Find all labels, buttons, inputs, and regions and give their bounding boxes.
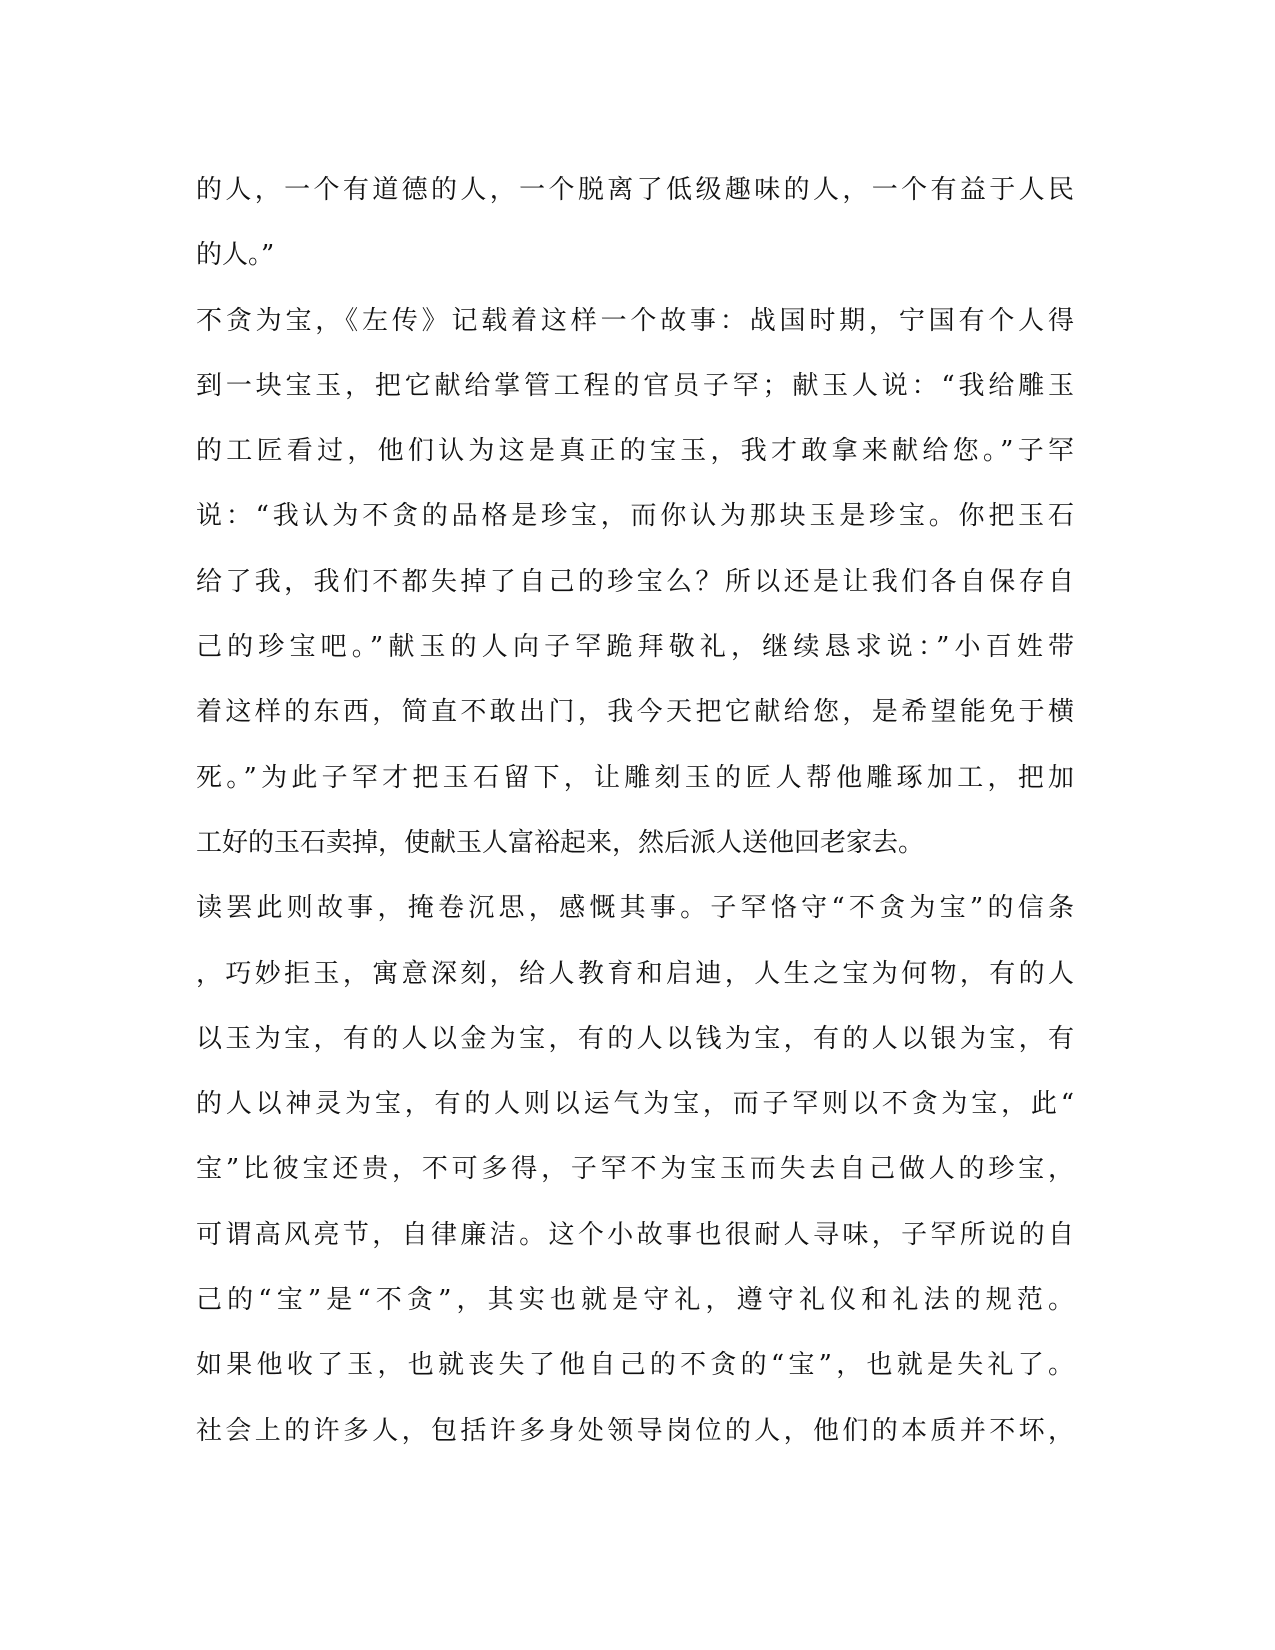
text-line: 到一块宝玉，把它献给掌管工程的官员子罕；献玉人说：“我给雕玉 <box>196 370 1074 401</box>
text-line: 读罢此则故事，掩卷沉思，感慨其事。子罕恪守“不贪为宝”的信条 <box>196 893 1074 924</box>
text-line: 己的“宝”是“不贪”，其实也就是守礼，遵守礼仪和礼法的规范。 <box>196 1285 1074 1316</box>
text-line: 死。”为此子罕才把玉石留下，让雕刻玉的匠人帮他雕琢加工，把加 <box>196 762 1074 793</box>
text-line: 宝”比彼宝还贵，不可多得，子罕不为宝玉而失去自己做人的珍宝， <box>196 1154 1074 1185</box>
text-line: 的人以神灵为宝，有的人则以运气为宝，而子罕则以不贪为宝，此“ <box>196 1089 1074 1120</box>
text-line: ，巧妙拒玉，寓意深刻，给人教育和启迪，人生之宝为何物，有的人 <box>196 958 1074 989</box>
text-line: 可谓高风亮节，自律廉洁。这个小故事也很耐人寻味，子罕所说的自 <box>196 1219 1074 1250</box>
body-text <box>196 158 1074 1464</box>
text-line: 说：“我认为不贪的品格是珍宝，而你认为那块玉是珍宝。你把玉石 <box>196 501 1074 532</box>
text-line: 的人，一个有道德的人，一个脱离了低级趣味的人，一个有益于人民 <box>196 175 1074 205</box>
text-line: 如果他收了玉，也就丧失了他自己的不贪的“宝”，也就是失礼了。 <box>196 1350 1074 1381</box>
text-line: 的人。” <box>196 240 275 271</box>
text-line: 着这样的东西，简直不敢出门，我今天把它献给您，是希望能免于横 <box>196 697 1074 728</box>
text-line: 给了我，我们不都失掉了自己的珍宝么？所以还是让我们各自保存自 <box>196 566 1074 597</box>
text-line: 的工匠看过，他们认为这是真正的宝玉，我才敢拿来献给您。”子罕 <box>196 436 1074 467</box>
text-line: 以玉为宝，有的人以金为宝，有的人以钱为宝，有的人以银为宝，有 <box>196 1023 1074 1054</box>
text-line: 社会上的许多人，包括许多身处领导岗位的人，他们的本质并不坏， <box>196 1415 1074 1446</box>
text-line: 不贪为宝，《左传》记载着这样一个故事：战国时期，宁国有个人得 <box>196 305 1074 336</box>
text-line: 工好的玉石卖掉，使献玉人富裕起来，然后派人送他回老家去。 <box>196 827 925 858</box>
text-line: 己的珍宝吧。”献玉的人向子罕跪拜敬礼，继续恳求说：”小百姓带 <box>196 632 1074 663</box>
